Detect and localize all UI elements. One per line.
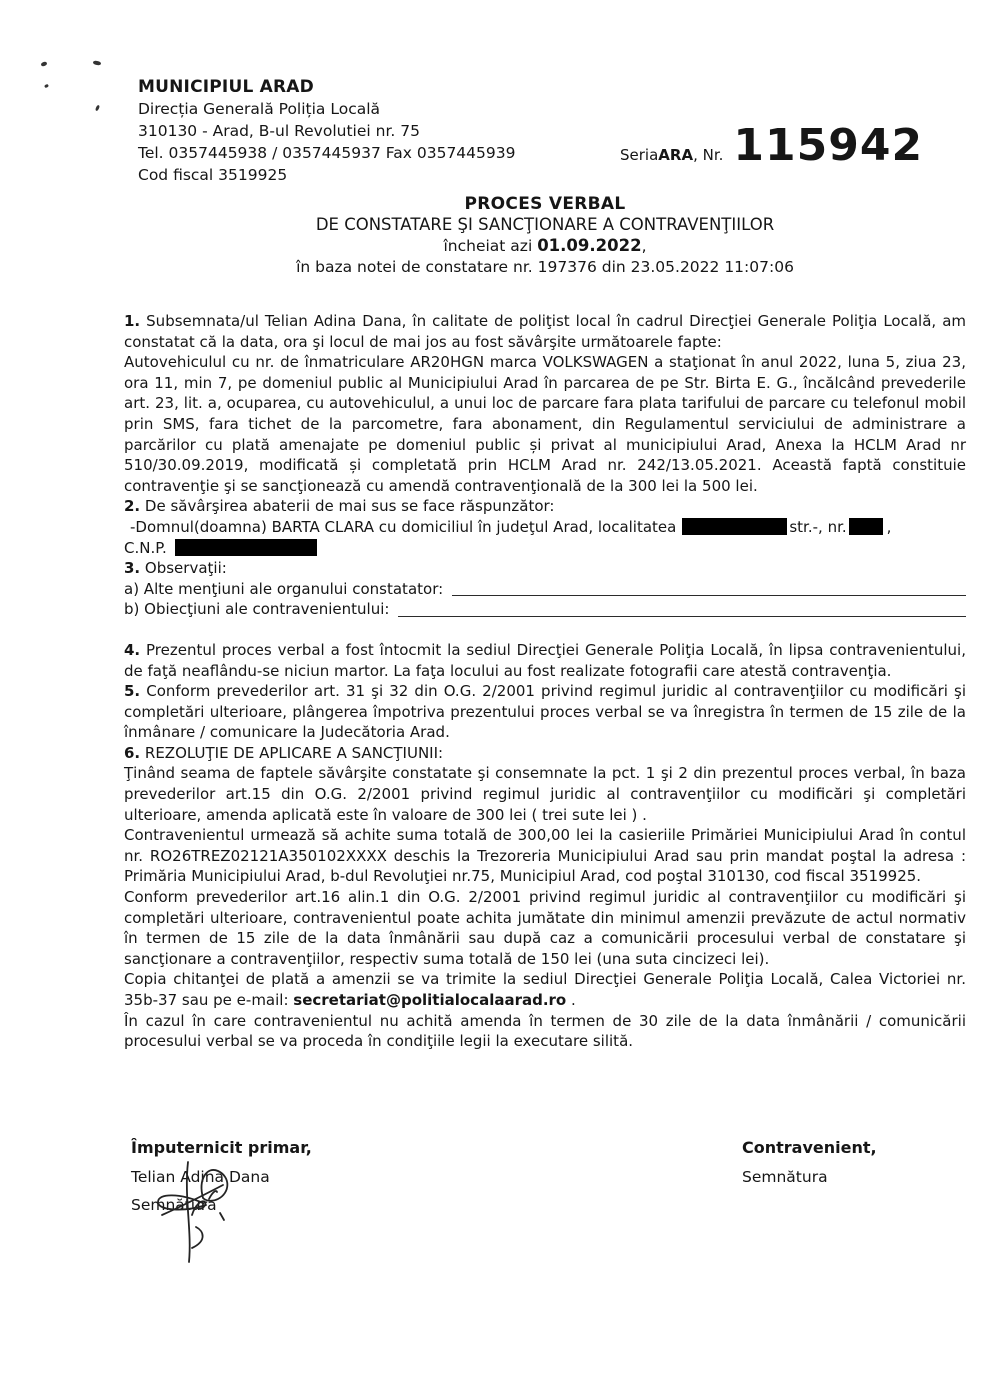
- handwritten-signature: [130, 1155, 240, 1270]
- scan-speck: [40, 61, 47, 67]
- officer-name: Telian Adina Dana: [131, 1168, 270, 1186]
- section-6-paragraph-5: În cazul în care contravenientul nu achită amenda în termen de 30 zile de la data înmânării / comunicării procesului verbal se va proceda în condiţiile legii la executare silită.: [124, 1011, 966, 1051]
- scan-speck: [95, 105, 100, 112]
- field-objections-label: b) Obiecţiuni ale contravenientului:: [124, 600, 390, 619]
- fiscal-code-line: Cod fiscal 3519925: [138, 166, 288, 184]
- officer-signature-label: Semnătura: [131, 1196, 217, 1214]
- offender-title: Contravenient,: [742, 1138, 877, 1157]
- section-4-text: Prezentul proces verbal a fost întocmit la sediul Direcţiei Generale Poliţia Locală, în lipsa contravenientului, de faţă neaflându-se niciun martor. La faţa locului au fost realizate fotografii care atestă contravenţia.: [124, 640, 966, 680]
- person-line-end: ,: [886, 517, 892, 536]
- section-6-title: [124, 743, 966, 764]
- section-6-paragraph-3: Conform prevederilor art.16 alin.1 din O.G. 2/2001 privind regimul juridic al contravenţiilor cu modificări şi completări ulterioare, contravenientul poate achita jumătate din minimul amenzii prevăzute de actul normativ în termen de 15 zile de la data înmânării sau după caz a comunicării procesului verbal de constatare şi sancţionare a contravenţiilor, respectiv suma totală de 150 lei (una suta cincizeci lei).: [124, 888, 966, 968]
- section-2-text: De săvârşirea abaterii de mai sus se face răspunzător:: [140, 497, 555, 516]
- street-number-text: str.-, nr.: [789, 517, 847, 536]
- field-other-mentions-label: a) Alte menţiuni ale organului constatator:: [124, 579, 444, 598]
- redaction-cnp: [175, 539, 317, 556]
- basis-note-line: în baza notei de constatare nr. 197376 din 23.05.2022 11:07:06: [296, 258, 794, 276]
- date-prefix: încheiat azi: [443, 237, 538, 255]
- section-1-intro: [124, 311, 966, 352]
- series-number-line: [620, 120, 924, 171]
- scan-speck: [44, 84, 49, 89]
- series-value: ARA: [658, 146, 694, 164]
- field-other-mentions: [124, 579, 966, 600]
- number-label: , Nr.: [693, 146, 724, 164]
- section-2-cnp-line: [124, 538, 966, 559]
- date-suffix: ,: [641, 237, 647, 255]
- conclusion-date-line: [124, 235, 966, 257]
- section-3-number: 3.: [124, 559, 141, 578]
- person-details-text: -Domnul(doamna) BARTA CLARA cu domiciliul în judeţul Arad, localitatea: [130, 517, 677, 536]
- phone-line: Tel. 0357445938 / 0357445937 Fax 0357445939: [138, 144, 516, 162]
- field-objections: [124, 599, 966, 620]
- section-6-paragraph-1: Ţinând seama de faptele săvârşite constatate şi consemnate la pct. 1 şi 2 din prezentul proces verbal, în baza prevederilor art.15 din O.G. 2/2001 privind regimul juridic al contravenţiilor cu modificări şi completări ulterioare, amenda aplicată este în valoare de 300 lei ( trei sute lei ) .: [124, 764, 966, 824]
- document-title-block: [124, 194, 966, 277]
- section-4-number: 4.: [124, 640, 141, 659]
- section-6-heading: REZOLUŢIE DE APLICARE A SANCŢIUNII:: [140, 743, 444, 762]
- section-2-number: 2.: [124, 497, 141, 516]
- section-3-intro: [124, 558, 966, 579]
- section-1-text: Subsemnata/ul Telian Adina Dana, în calitate de poliţist local în cadrul Direcţiei Generale Poliţia Locală, am constatat că la data, ora şi locul de mai jos au fost săvârşite următoarele fapte:: [124, 312, 966, 351]
- document-title: PROCES VERBAL: [464, 194, 626, 214]
- section-6-paragraph-2: Contravenientul urmează să achite suma totală de 300,00 lei la casieriile Primăriei Municipiului Arad în contul nr. RO26TREZ02121A350102XXXX deschis la Trezoreria Municipiului Arad sau prin mandat poştal la adresa : Primăria Municipiului Arad, b-dul Revoluţiei nr.75, Municipiul Arad, cod poştal 310130, cod fiscal 3519925.: [124, 826, 966, 886]
- email-address: secretariat@politialocalaarad.ro: [293, 991, 567, 1009]
- blank-underline: [452, 583, 966, 596]
- address-line: 310130 - Arad, B-ul Revolutiei nr. 75: [138, 122, 420, 140]
- section-2-person-line: [124, 517, 966, 538]
- officer-title: Împuternicit primar,: [131, 1138, 312, 1157]
- conclusion-date: 01.09.2022: [537, 236, 642, 255]
- receipt-copy-text: Copia chitanţei de plată a amenzii se va trimite la sediul Direcţiei Generale Poliţia Locală, Calea Victoriei nr. 35b-37 sau pe e-mail:: [124, 970, 966, 1009]
- section-6-number: 6.: [124, 743, 141, 762]
- department-name: Direcția Generală Poliția Locală: [138, 100, 381, 118]
- offender-signature-label: Semnătura: [742, 1168, 828, 1186]
- scan-speck: [93, 60, 102, 66]
- section-5-text: Conform prevederilor art. 31 şi 32 din O.G. 2/2001 privind regimul juridic al contravenţiilor cu modificări şi completări ulterioare, plângerea împotriva prezentului proces verbal se va înregistra în termen de 15 zile de la înmânare / comunicare la Judecătoria Arad.: [124, 682, 966, 742]
- section-2-intro: [124, 496, 966, 517]
- series-label: Seria: [620, 146, 659, 164]
- section-6-paragraph-4: [124, 969, 966, 1010]
- section-1-facts: Autovehiculul cu nr. de înmatriculare AR20HGN marca VOLKSWAGEN a staţionat în anul 2022, luna 5, ziua 23, ora 11, min 7, pe domeniul public al Municipiului Arad în parcarea de pe Str. Birta E. G., încălcând prevederile art. 23, lit. a, ocuparea, cu autovehiculul, a unui loc de parcare fara plata tarifului de parcare cu telefonul mobil prin SMS, fara tichet de la parcometre, fara abonament, din Regulamentul serviciului de administrare a parcărilor cu plată amenajate pe domeniul public și privat al municipiului Arad, Anexa la HCLM Arad nr 510/30.09.2019, modificată și completată prin HCLM Arad nr. 242/13.05.2021. Această faptă constituie contravenţie şi se sancţionează cu amendă contravenţională de la 300 lei la 500 lei.: [124, 353, 966, 495]
- redaction-localitate: [682, 518, 787, 535]
- receipt-copy-end: .: [566, 991, 576, 1009]
- section-3-text: Observaţii:: [140, 559, 227, 578]
- section-4: [124, 640, 966, 681]
- blank-underline: [398, 604, 966, 617]
- document-body: [124, 311, 966, 1052]
- document-number: 115942: [733, 120, 924, 171]
- cnp-label: C.N.P.: [124, 538, 167, 557]
- document-subtitle: DE CONSTATARE ŞI SANCŢIONARE A CONTRAVENŢIILOR: [315, 215, 775, 234]
- organization-name: MUNICIPIUL ARAD: [138, 77, 314, 97]
- offender-signature-column: [742, 1138, 877, 1187]
- section-1-number: 1.: [124, 312, 141, 330]
- section-5-number: 5.: [124, 682, 141, 701]
- section-5: [124, 681, 966, 743]
- redaction-house-number: [849, 518, 883, 535]
- letterhead: [138, 76, 515, 186]
